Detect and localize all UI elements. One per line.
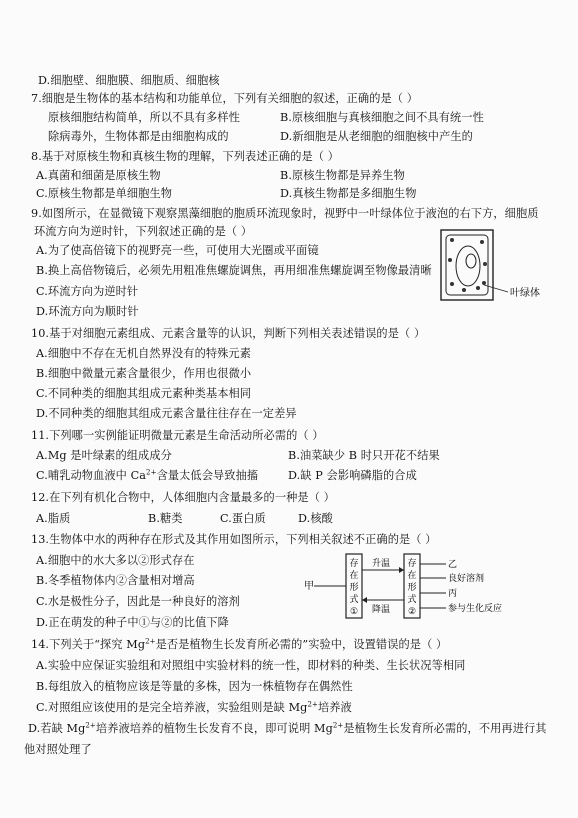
option-9a: A.为了使高倍镜下的视野亮一些，可使用大光圈或平面镜 xyxy=(36,244,319,257)
question-9-cont: 环流方向为逆时针，下列叙述正确的是（ ） xyxy=(34,225,253,238)
option-13b: B.冬季植物体内②含量相对增高 xyxy=(36,574,195,587)
box1-char5: ① xyxy=(349,607,359,617)
option-14c-text2: 培养液 xyxy=(317,701,352,714)
option-14d-text3: 是植物生长发育所必需的，不用再进行其 xyxy=(343,722,547,735)
superscript: 2+ xyxy=(307,700,318,709)
option-text: D.细胞壁、细胞膜、细胞质、细胞核 xyxy=(38,74,220,87)
superscript: 2+ xyxy=(85,721,96,730)
option-12b: B.糖类 xyxy=(148,512,183,525)
option-11d: D.缺 P 会影响磷脂的合成 xyxy=(288,469,417,482)
option-14a: A.实验中应保证实验组和对照组中实验材料的统一性，即材料的种类、生长状况等相同 xyxy=(36,659,466,672)
option-8c: C.原核生物都是单细胞生物 xyxy=(36,187,173,200)
question-8: 8.基于对原核生物和真核生物的理解，下列表述正确的是（ ） xyxy=(31,150,340,163)
option-9d: D.环流方向为顺时针 xyxy=(36,305,139,318)
option-7d: D.新细胞是从老细胞的细胞核中产生的 xyxy=(280,130,473,143)
option-7a: 原核细胞结构简单，所以不具有多样性 xyxy=(48,111,240,124)
option-7b: B.原核细胞与真核细胞之间不具有统一性 xyxy=(280,111,484,124)
label-bing: 丙 xyxy=(448,589,458,599)
label-jia: 甲 xyxy=(304,581,314,592)
superscript: 2+ xyxy=(332,721,344,730)
option-10d: D.不同种类的细胞其组成元素含量往往存在一定差异 xyxy=(36,407,297,420)
label-down: 降温 xyxy=(372,605,391,615)
option-11c-text2: 含量太低会导致抽搐 xyxy=(156,469,259,482)
box2-char3: 形 xyxy=(407,583,417,593)
option-11b: B.油菜缺少 B 时只开花不结果 xyxy=(288,449,440,462)
label-up: 升温 xyxy=(372,559,391,569)
box1-char1: 存 xyxy=(349,559,359,569)
option-14b: B.每组放入的植物应该是等量的多株，因为一株植物存在偶然性 xyxy=(36,680,353,693)
question-14 xyxy=(31,636,447,652)
question-11: 11.下列哪一实例能证明微量元素是生命活动所必需的（ ） xyxy=(31,429,324,442)
label-good-solvent: 良好溶剂 xyxy=(448,574,485,584)
option-14d-text1: D.若缺 Mg xyxy=(28,722,86,735)
box1-char3: 形 xyxy=(349,583,359,593)
option-9b: B.换上高倍物镜后，必须先用粗准焦螺旋调焦，再用细准焦螺旋调至物像最清晰 xyxy=(36,264,432,277)
question-7: 7.细胞是生物体的基本结构和功能单位，下列有关细胞的叙述，正确的是（ ） xyxy=(31,92,419,105)
chloroplast-label: 叶绿体 xyxy=(510,288,540,299)
label-biochem: 参与生化反应 xyxy=(448,604,503,614)
box2-char1: 存 xyxy=(407,559,417,569)
question-9: 9.如图所示，在显微镜下观察黑藻细胞的胞质环流现象时，视野中一叶绿体位于液泡的右下方，细胞质 xyxy=(31,207,539,220)
option-11c-text: C.哺乳动物血液中 Ca xyxy=(36,469,147,482)
option-8d: D.真核生物都是多细胞生物 xyxy=(280,187,417,200)
superscript: 2+ xyxy=(145,637,156,646)
option-10a: A.细胞中不存在无机自然界没有的特殊元素 xyxy=(36,347,252,360)
superscript: 2+ xyxy=(146,468,157,477)
box2-char4: 式 xyxy=(407,595,417,605)
water-forms-diagram xyxy=(300,548,503,622)
option-14d-text2: 培养液培养的植物生长发育不良，即可说明 Mg xyxy=(95,722,333,735)
option-12c: C.蛋白质 xyxy=(220,512,266,525)
option-14d-cont: 他对照处理了 xyxy=(24,743,92,756)
box1-char2: 在 xyxy=(349,571,359,581)
box2-char5: ② xyxy=(407,607,417,617)
option-13d: D.正在萌发的种子中①与②的比值下降 xyxy=(36,616,229,629)
option-13c: C.水是极性分子，因此是一种良好的溶剂 xyxy=(36,595,240,608)
cell-diagram xyxy=(438,228,540,314)
question-13: 13.生物体中水的两种存在形式及其作用如图所示，下列相关叙述不正确的是（ ） xyxy=(31,533,437,546)
option-12a: A.脂质 xyxy=(36,512,71,525)
option-10b: B.细胞中微量元素含量很少，作用也很微小 xyxy=(36,367,252,380)
option-11a: A.Mg 是叶绿素的组成成分 xyxy=(36,449,172,462)
option-7c: 除病毒外，生物体都是由细胞构成的 xyxy=(48,130,229,143)
box2-char2: 在 xyxy=(407,571,417,581)
question-14-text2: 是否是植物生长发育所必需的”实验中，设置错误的是（ ） xyxy=(155,638,448,651)
question-14-text1: 14.下列关于“探究 Mg xyxy=(31,638,146,651)
option-14c-text1: C.对照组应该使用的是完全培养液，实验组则是缺 Mg xyxy=(36,701,308,714)
option-11c xyxy=(36,467,258,483)
label-yi: 乙 xyxy=(448,560,458,570)
option-14c xyxy=(36,699,352,715)
question-10: 10.基于对细胞元素组成、元素含量等的认识，判断下列相关表述错误的是（ ） xyxy=(31,327,426,340)
option-9c: C.环流方向为逆时针 xyxy=(36,285,139,298)
option-8a: A.真菌和细菌是原核生物 xyxy=(36,169,161,182)
question-12: 12.在下列有机化合物中，人体细胞内含量最多的一种是（ ） xyxy=(31,491,335,504)
option-8b: B.原核生物都是异养生物 xyxy=(280,169,405,182)
option-12d: D.核酸 xyxy=(298,512,333,525)
box1-char4: 式 xyxy=(349,595,359,605)
option-14d xyxy=(28,720,547,736)
option-13a: A.细胞中的水大多以②形式存在 xyxy=(36,554,195,567)
option-10c: C.不同种类的细胞其组成元素种类基本相同 xyxy=(36,387,252,400)
